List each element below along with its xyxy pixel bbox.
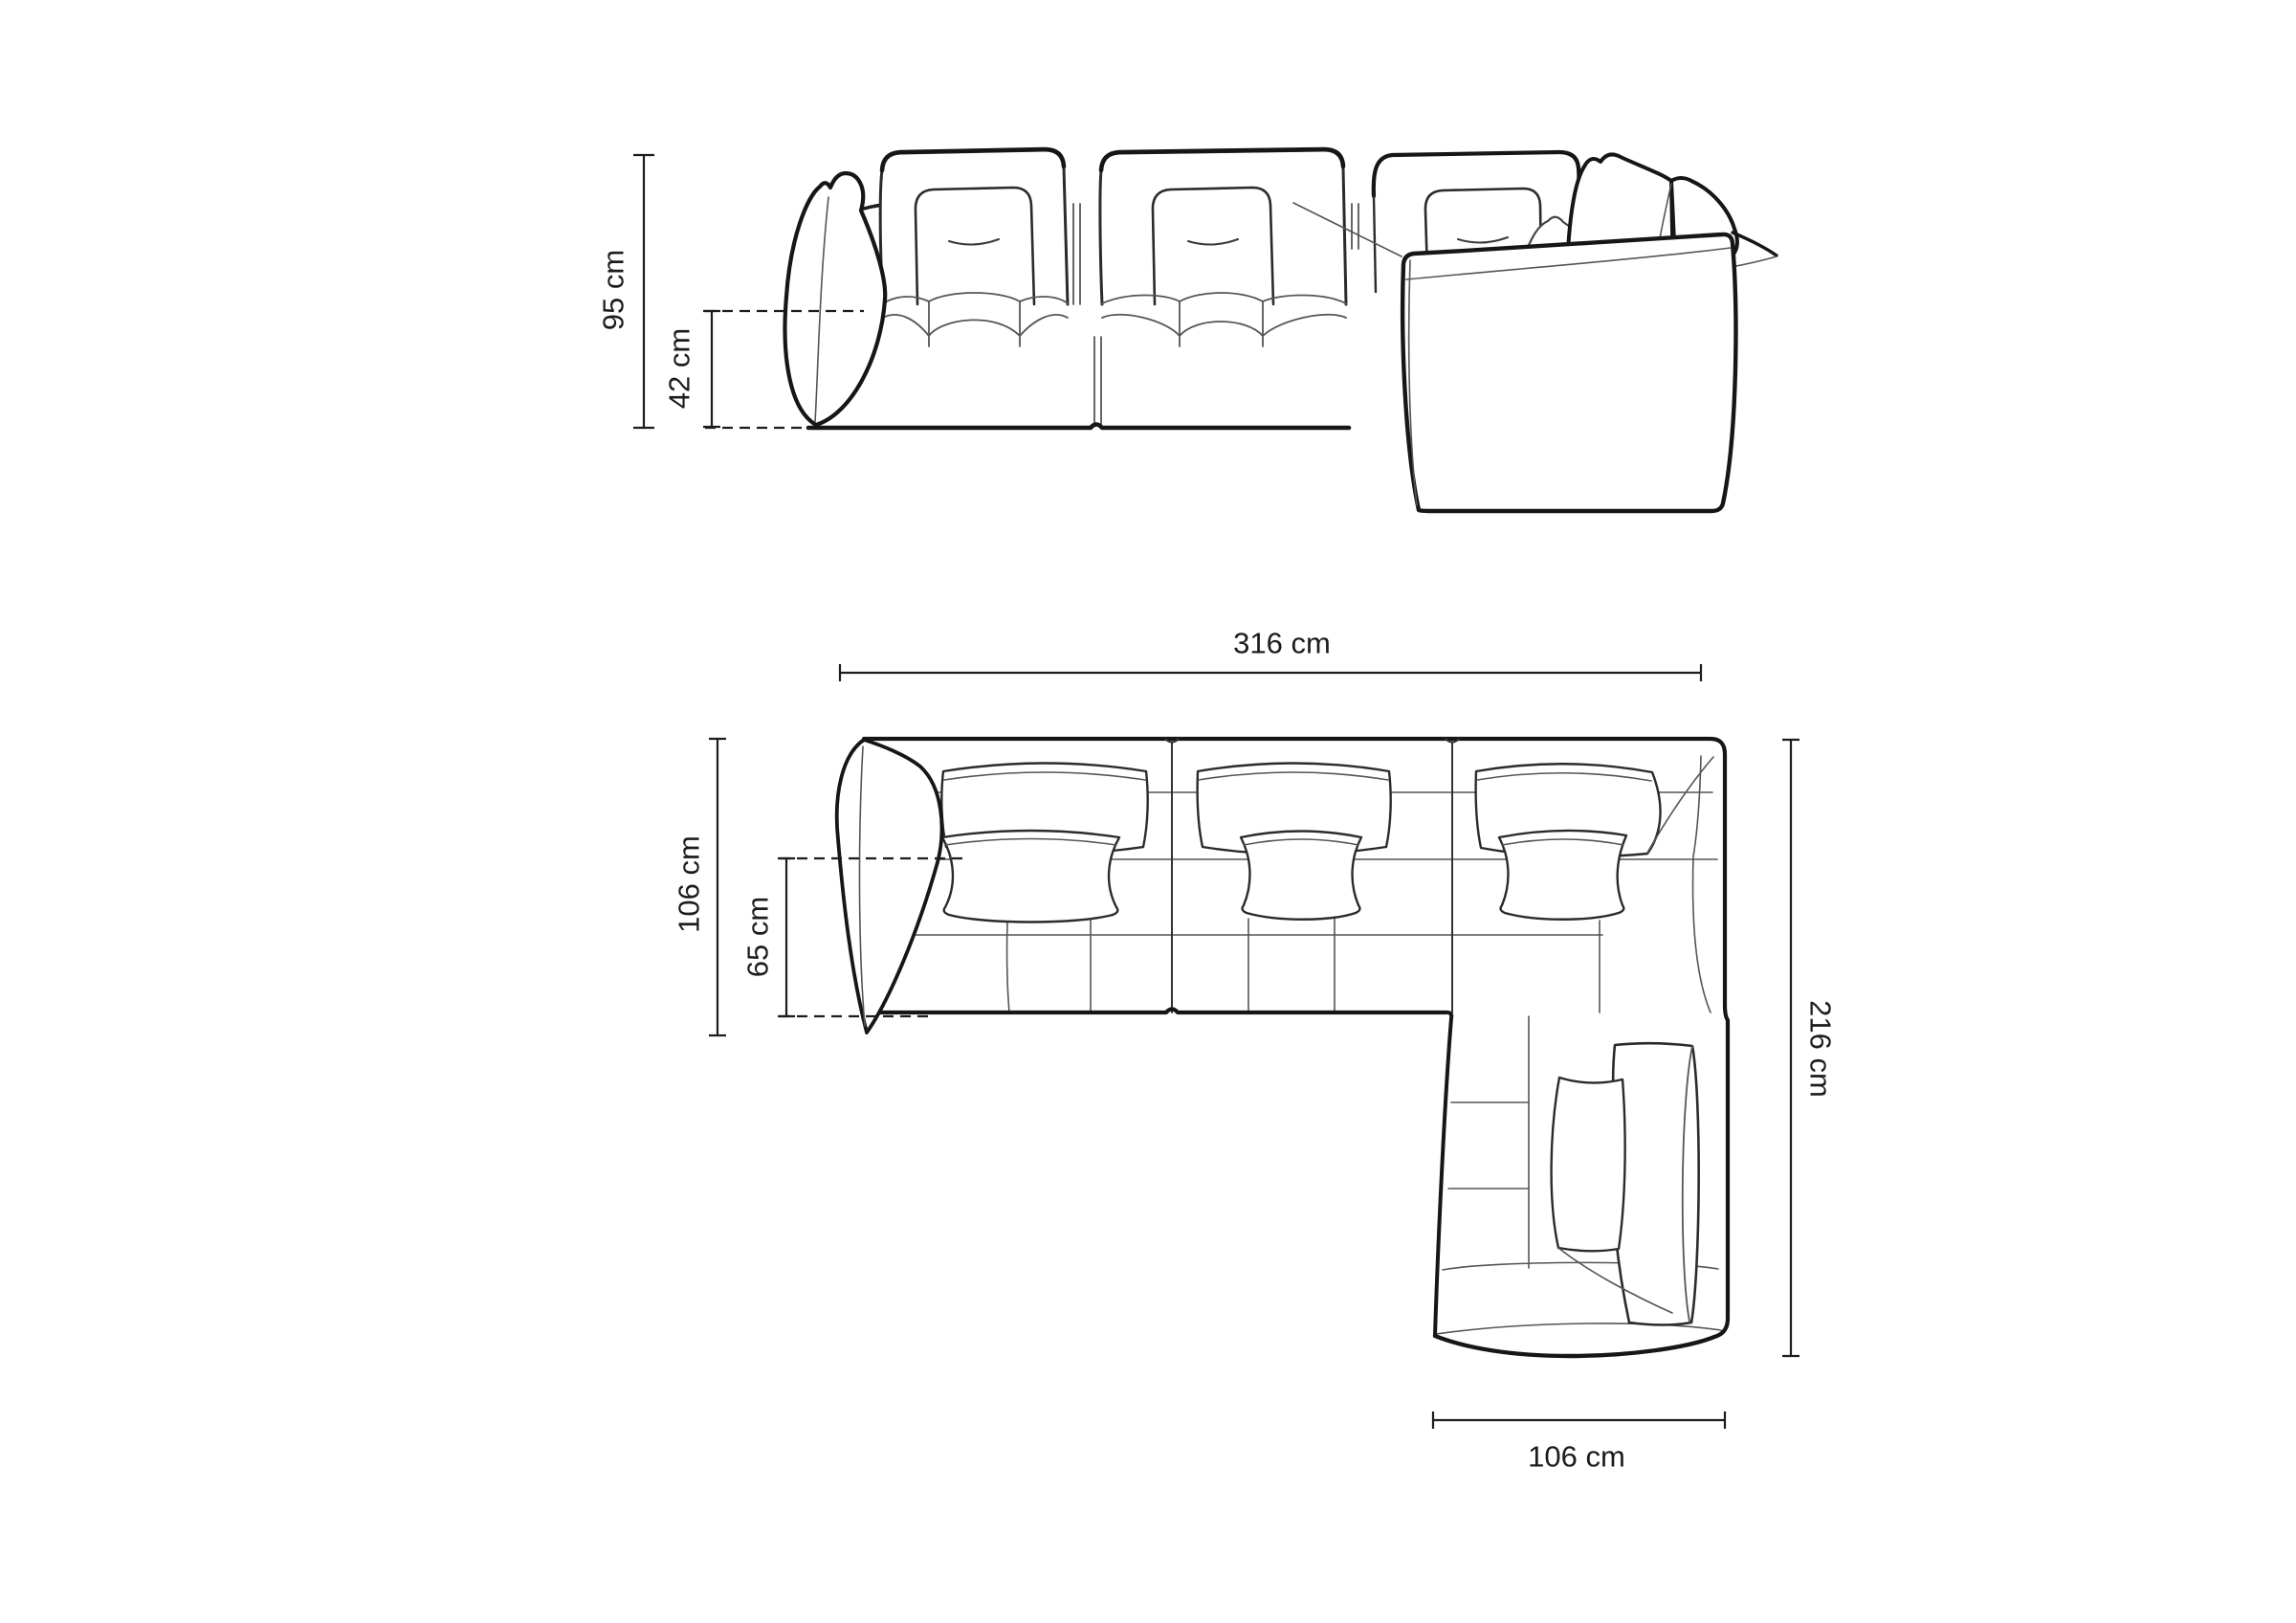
dim-line-plan-total-depth xyxy=(1782,740,1799,1356)
plan-chaise-front-pillow xyxy=(1552,1078,1625,1251)
plan-chaise-back-pillow xyxy=(1613,1043,1699,1324)
dim-line-front-seat-height xyxy=(703,311,720,427)
plan-seat-cushion-1 xyxy=(942,831,1119,923)
plan-seat-cushions xyxy=(942,831,1626,923)
label-plan-width: 316 cm xyxy=(1233,626,1331,660)
front-left-arm xyxy=(785,173,886,425)
dim-line-front-height xyxy=(633,155,654,428)
front-pillow-2 xyxy=(1153,188,1273,304)
dim-line-plan-width xyxy=(840,664,1701,681)
front-pillow-1 xyxy=(916,188,1034,304)
front-baseline xyxy=(808,425,1349,429)
label-plan-total-depth: 216 cm xyxy=(1803,1000,1838,1098)
plan-view-drawing xyxy=(837,739,1728,1356)
front-view-drawing xyxy=(785,149,1777,511)
front-module-gap-2 xyxy=(1352,204,1358,249)
dim-line-plan-depth xyxy=(709,739,726,1035)
label-front-height: 95 cm xyxy=(596,249,630,331)
plan-seat-cushion-3 xyxy=(1499,831,1626,920)
label-plan-depth: 106 cm xyxy=(672,835,706,933)
front-module-divider xyxy=(1094,337,1101,426)
dim-line-plan-chaise-width xyxy=(1433,1412,1725,1429)
plan-seat-cushion-2 xyxy=(1241,832,1361,920)
dim-line-plan-seat-depth xyxy=(778,858,795,1016)
label-plan-seat-depth: 65 cm xyxy=(740,896,775,978)
label-plan-chaise-width: 106 cm xyxy=(1528,1439,1625,1474)
label-front-seat-height: 42 cm xyxy=(662,327,696,410)
front-module-gap-1 xyxy=(1073,204,1080,304)
front-corner-back-wing xyxy=(1733,233,1777,256)
